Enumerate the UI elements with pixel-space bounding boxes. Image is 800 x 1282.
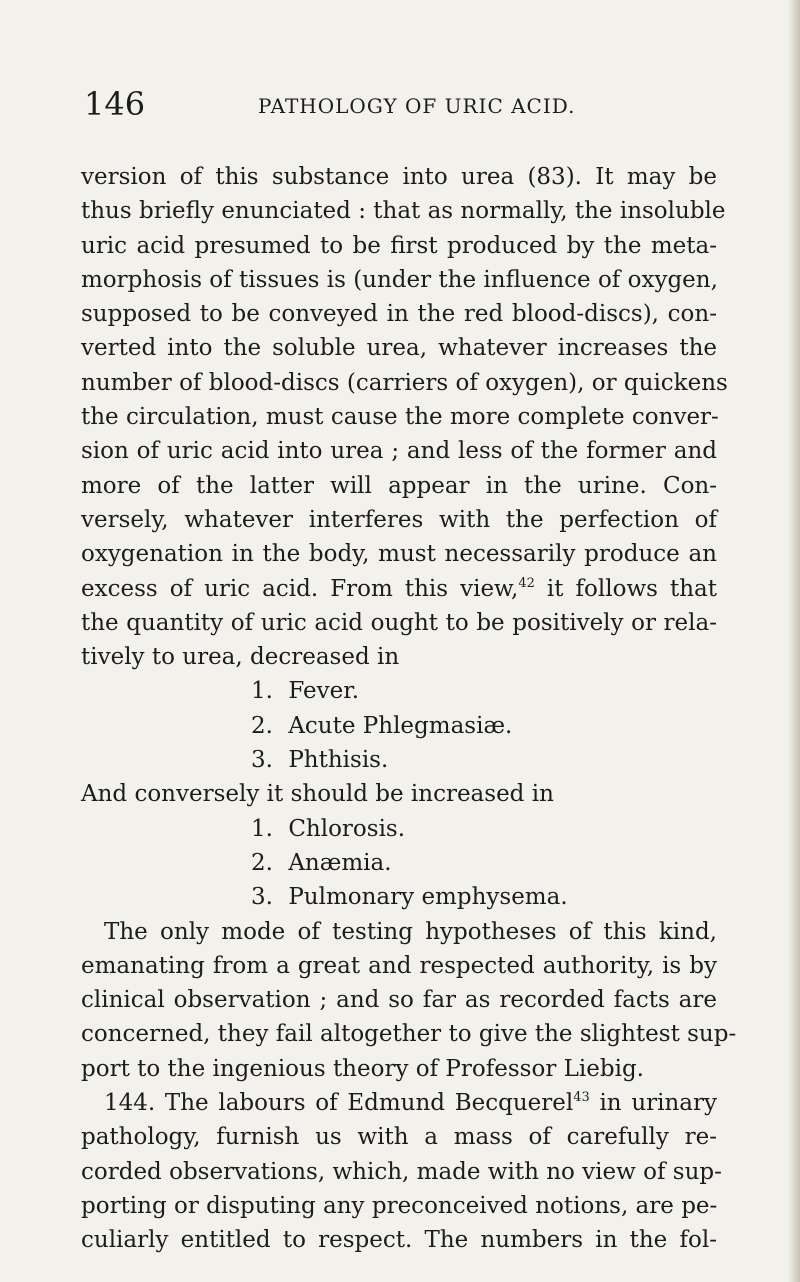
text-line: the circulation, must cause the more complete conver- [81, 404, 719, 431]
page-number: 146 [84, 85, 146, 123]
list-number: 1. [251, 678, 273, 705]
list-number: 3. [251, 747, 273, 774]
text-line: porting or disputing any preconceived notions, are pe- [81, 1192, 718, 1219]
text-line: version of this substance into urea (83). It may be [81, 164, 717, 190]
text-fragment: it follows that [534, 575, 717, 602]
text-fragment: 144. The labours of Edmund Becquerel [104, 1090, 574, 1117]
list-text: Phthisis. [288, 747, 389, 774]
text-fragment: in urinary [589, 1090, 717, 1117]
text-line: port to the ingenious theory of Professor Liebig. [81, 1055, 644, 1082]
list-number: 2. [251, 849, 273, 876]
list-item [81, 812, 717, 846]
text-line: versely, whatever interferes with the perfection of [81, 506, 717, 533]
text-line: sion of uric acid into urea ; and less of the former and [81, 438, 717, 465]
text-line: corded observations, which, made with no view of sup- [81, 1158, 722, 1185]
text-line: supposed to be conveyed in the red blood-discs), con- [81, 301, 717, 328]
list-number: 3. [251, 884, 273, 911]
running-head: PATHOLOGY OF URIC ACID. [258, 94, 576, 118]
text-line: the quantity of uric acid ought to be positively or rela- [81, 609, 717, 636]
text-line: verted into the soluble urea, whatever increases the [81, 335, 717, 362]
list-text: Pulmonary emphysema. [288, 884, 568, 911]
footnote-ref-43: 43 [573, 1090, 590, 1106]
text-line-footnote [81, 1086, 717, 1120]
text-line-footnote [81, 572, 717, 606]
page-header [0, 84, 800, 124]
text-line: tively to urea, decreased in [81, 644, 400, 671]
text-line: uric acid presumed to be first produced by the meta- [81, 232, 717, 259]
list-item [81, 674, 717, 708]
text-line: clinical observation ; and so far as recorded facts are [81, 987, 717, 1014]
page-edge-shadow [788, 0, 800, 1282]
list-number: 2. [251, 712, 273, 739]
text-line: oxygenation in the body, must necessarily produce an [81, 541, 717, 568]
text-line: thus briefly enunciated : that as normally, the insoluble [81, 198, 726, 225]
list-text: Acute Phlegmasiæ. [288, 712, 513, 739]
text-line: morphosis of tissues is (under the influence of oxygen, [81, 266, 718, 293]
list-text: Fever. [288, 678, 360, 705]
list-item [81, 709, 717, 743]
list-item [81, 880, 717, 914]
list-item [81, 743, 717, 777]
text-line: The only mode of testing hypotheses of this kind, [104, 918, 717, 945]
body-text [81, 160, 737, 1258]
text-fragment: excess of uric acid. From this view, [81, 575, 519, 602]
list-number: 1. [251, 815, 273, 842]
text-line: And conversely it should be increased in [81, 781, 554, 808]
text-line: pathology, furnish us with a mass of carefully re- [81, 1124, 717, 1151]
list-text: Chlorosis. [288, 815, 406, 842]
text-line: culiarly entitled to respect. The numbers in the fol- [81, 1227, 717, 1254]
text-line: more of the latter will appear in the urine. Con- [81, 472, 717, 499]
text-line: number of blood-discs (carriers of oxygen), or quickens [81, 369, 728, 396]
list-item [81, 846, 717, 880]
text-line: concerned, they fail altogether to give the slightest sup- [81, 1021, 737, 1048]
text-line: emanating from a great and respected authority, is by [81, 952, 717, 979]
list-text: Anæmia. [288, 849, 392, 876]
footnote-ref-42: 42 [518, 575, 535, 591]
